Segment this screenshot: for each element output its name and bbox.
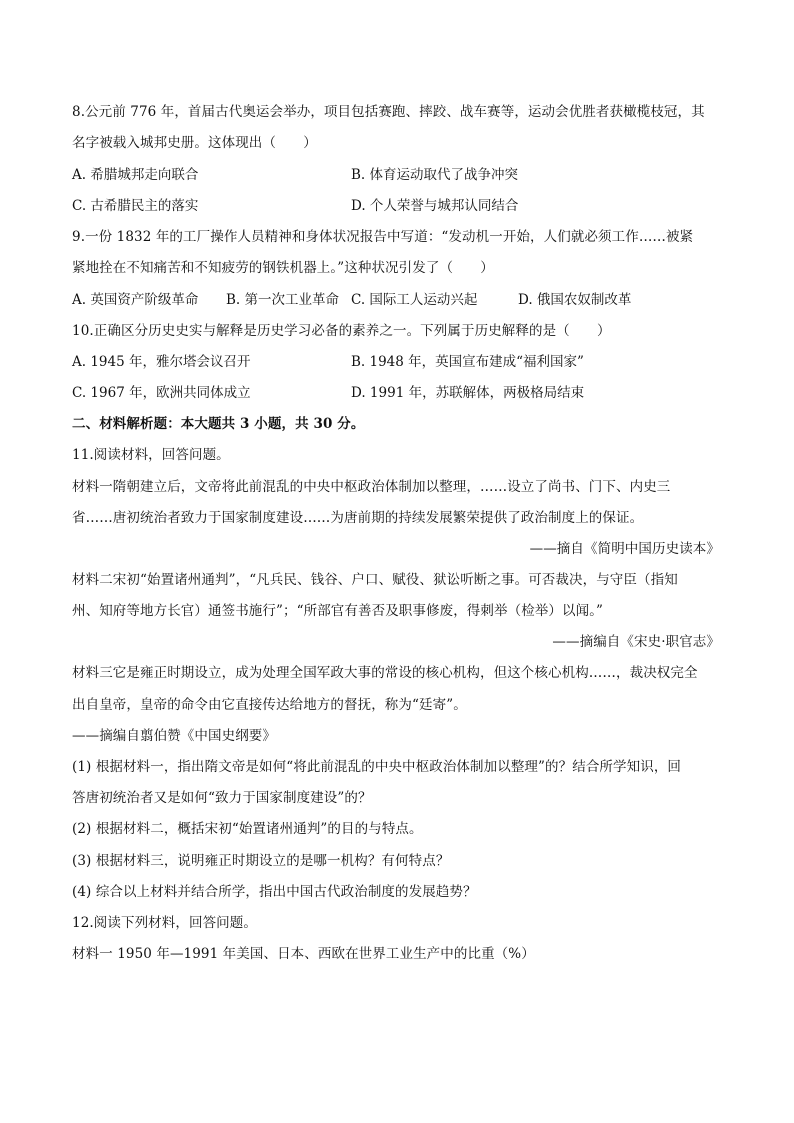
q11-material3-line2: 出自皇帝，皇帝的命令由它直接传达给地方的督抚，称为“廷寄”。 [72,697,467,713]
q8-option-a[interactable]: A. 希腊城邦走向联合 [72,167,199,183]
q10-option-d[interactable]: D. 1991 年，苏联解体，两极格局结束 [351,385,585,401]
section-heading: 二、材料解析题：本大题共 3 小题，共 30 分。 [72,416,365,432]
q8-option-d[interactable]: D. 个人荣誉与城邦认同结合 [351,198,519,214]
q10-stem: 10.正确区分历史史实与解释是历史学习必备的素养之一。下列属于历史解释的是（ ） [72,323,611,339]
q11-sub1-line2: 答唐初统治者又是如何“致力于国家制度建设”的？ [72,790,372,806]
q12-intro: 12.阅读下列材料，回答问题。 [72,915,257,931]
q11-material1-source: ——摘自《简明中国历史读本》 [529,541,720,557]
q9-option-c[interactable]: C. 国际工人运动兴起 [351,292,478,308]
q9-option-d[interactable]: D. 俄国农奴制改革 [518,292,632,308]
q11-material1-line1: 材料一隋朝建立后，文帝将此前混乱的中央中枢政治体制加以整理，……设立了尚书、门下、内史三 [72,479,671,495]
q11-material2-line2: 州、知府等地方长官）通签书施行”；“所部官有善否及职事修废，得刺举（检举）以闻。” [72,603,604,619]
q11-material2-source: ——摘编自《宋史·职官志》 [552,634,720,650]
q11-material3-source: ——摘编自翦伯赞《中国史纲要》 [72,728,276,744]
q11-intro: 11.阅读材料，回答问题。 [72,447,230,463]
q11-sub4: (4) 综合以上材料并结合所学，指出中国古代政治制度的发展趋势？ [72,884,477,900]
q11-material2-line1: 材料二宋初“始置诸州通判”，“凡兵民、钱谷、户口、赋役、狱讼听断之事。可否裁决，与守臣（指知 [72,572,678,588]
q10-option-c[interactable]: C. 1967 年，欧洲共同体成立 [72,385,251,401]
q11-material3-line1: 材料三它是雍正时期设立，成为处理全国军政大事的常设的核心机构，但这个核心机构……，裁决权完全 [72,665,698,681]
q11-material1-line2: 省……唐初统治者致力于国家制度建设……为唐前期的持续发展繁荣提供了政治制度上的保证。 [72,510,644,526]
q8-option-b[interactable]: B. 体育运动取代了战争冲突 [351,167,519,183]
q8-stem-line1: 8.公元前 776 年，首届古代奥运会举办，项目包括赛跑、摔跤、战车赛等，运动会优胜者获橄榄枝冠，其 [72,104,705,120]
q8-stem-line2: 名字被载入城邦史册。这体现出（ ） [72,135,317,151]
q8-option-c[interactable]: C. 古希腊民主的落实 [72,198,199,214]
q11-sub2: (2) 根据材料二，概括宋初“始置诸州通判”的目的与特点。 [72,821,423,837]
q12-material1: 材料一 1950 年—1991 年美国、日本、西欧在世界工业生产中的比重（%） [72,946,535,962]
q10-option-b[interactable]: B. 1948 年，英国宣布建成“福利国家” [351,354,584,370]
q9-option-a[interactable]: A. 英国资产阶级革命 [72,292,199,308]
q11-sub3: (3) 根据材料三，说明雍正时期设立的是哪一机构？有何特点？ [72,853,450,869]
q9-stem-line1: 9.一份 1832 年的工厂操作人员精神和身体状况报告中写道：“发动机一开始，人们就必须工作……被紧 [72,229,694,245]
q9-stem-line2: 紧地拴在不知痛苦和不知疲劳的钢铁机器上。”这种状况引发了（ ） [72,260,494,276]
q10-option-a[interactable]: A. 1945 年，雅尔塔会议召开 [72,354,251,370]
q9-option-b[interactable]: B. 第一次工业革命 [226,292,340,308]
q11-sub1-line1: (1) 根据材料一，指出隋文帝是如何“将此前混乱的中央中枢政治体制加以整理”的？结合所学知识，回 [72,759,682,775]
